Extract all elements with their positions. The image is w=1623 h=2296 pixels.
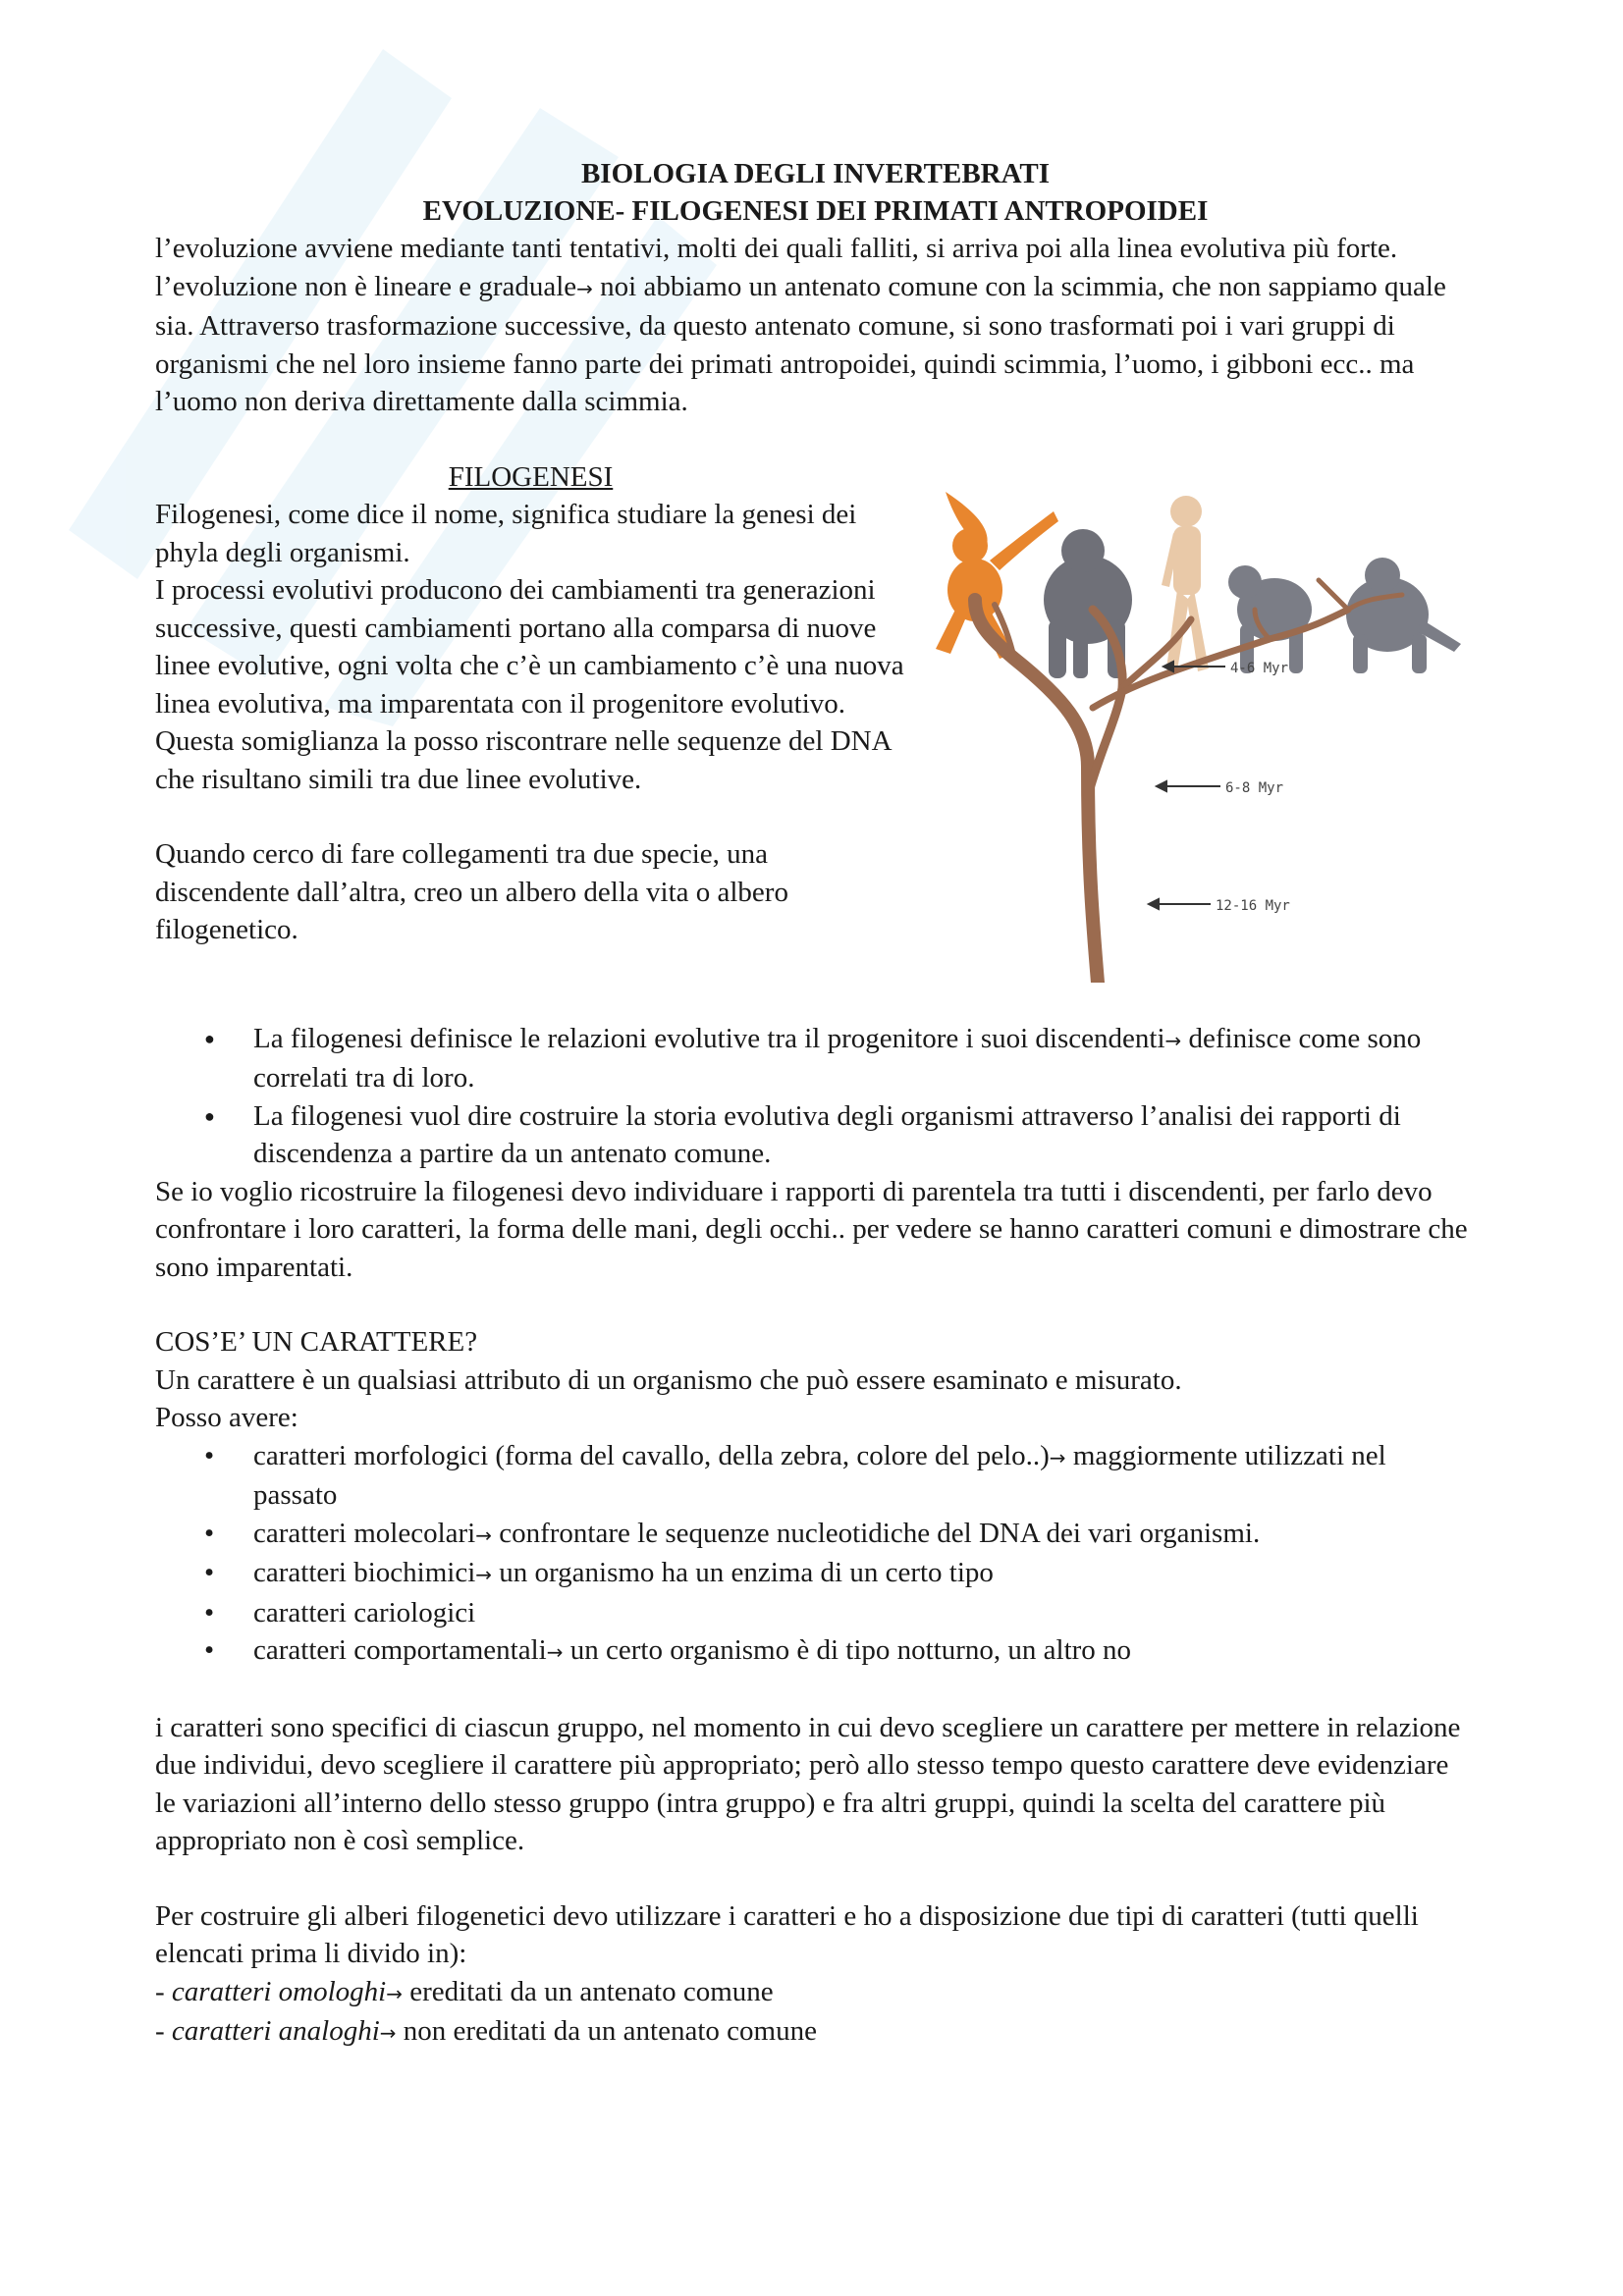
list-item: • caratteri cariologici (204, 1596, 476, 1629)
filogenesi-paragraph-1: Filogenesi, come dice il nome, significa studiare la genesi dei phyla degli organismi. (155, 499, 857, 568)
bonobo-figure (1346, 558, 1461, 673)
arrow-icon: → (576, 276, 593, 300)
intro-paragraph-1: l’evoluzione avviene mediante tanti tentativi, molti dei quali falliti, si arriva poi alla linea evolutiva più forte. (155, 233, 1398, 264)
filogenesi-heading: FILOGENESI (448, 460, 614, 493)
specifici-paragraph: i caratteri sono specifici di ciascun gruppo, nel momento in cui devo scegliere un carattere per mettere in relazione due individui, devo scegliere il carattere più appropriato; però allo stesso tempo questo carattere deve evidenziare le variazioni all’interno dello stesso gruppo (intra gruppo) e fra altri gruppi, quindi la scelta del carattere più appropriato non è così semplice. (155, 1711, 1461, 1856)
list-item: • caratteri comportamentali→ un certo organismo è di tipo notturno, un altro no (204, 1634, 1132, 1666)
filogenesi-paragraph-3: Quando cerco di fare collegamenti tra due specie, una discendente dall’altra, creo un albero della vita o albero filogenetico. (155, 838, 788, 945)
divergence-arrows (1149, 662, 1225, 909)
omologhi-line: - caratteri omologhi→ ereditati da un antenato comune (155, 1975, 774, 2007)
carattere-heading: COS’E’ UN CARATTERE? (155, 1326, 478, 1358)
primate-phylogeny-figure (916, 472, 1476, 983)
list-item: • caratteri molecolari→ confrontare le sequenze nucleotidiche del DNA dei vari organismi. (204, 1517, 1261, 1549)
doc-title-line2: EVOLUZIONE- FILOGENESI DEI PRIMATI ANTROPOIDEI (422, 195, 1209, 227)
doc-title-line1: BIOLOGIA DEGLI INVERTEBRATI (580, 158, 1051, 189)
intro-paragraph-2: l’evoluzione non è lineare e graduale→ noi abbiamo un antenato comune con la scimmia, che non sappiamo quale sia. Attraverso trasformazione successive, da questo antenato comune, si sono trasformati poi i vari gruppi di organismi che nel loro insieme fanno parte dei primati antropoidei, quindi scimmia, l’uomo, i gibboni ecc.. ma l’uomo non deriva direttamente dalla scimmia. (155, 270, 1446, 417)
list-item: • caratteri biochimici→ un organismo ha un enzima di un certo tipo (204, 1557, 994, 1588)
filogenesi-paragraph-2: I processi evolutivi producono dei cambiamenti tra generazioni successive, questi cambiamenti portano alla comparsa di nuove linee evolutive, ogni volta che c’è un cambiamento c’è una nuova linea evolutiva, ma imparentata con il progenitore evolutivo. Questa somiglianza la posso riscontrare nelle sequenze del DNA che risultano simili tra due linee evolutive. (155, 574, 904, 795)
divergence-label-6-8: 6-8 Myr (1225, 779, 1284, 796)
divergence-label-12-16: 12-16 Myr (1216, 897, 1290, 914)
ricostruire-paragraph: Se io voglio ricostruire la filogenesi devo individuare i rapporti di parentela tra tutti i discendenti, per farlo devo confrontare i loro caratteri, la forma delle mani, degli occhi.. per vedere se hanno caratteri comuni e dimostrare che sono imparentati. (155, 1175, 1468, 1283)
filogenesi-bullet-list (155, 1020, 1476, 1173)
list-item: • caratteri morfologici (forma del cavallo, della zebra, colore del pelo..)→ maggiormente utilizzati nel passato (204, 1439, 1386, 1511)
list-item: ● La filogenesi definisce le relazioni evolutive tra il progenitore i suoi discendenti→ definisce come sono correlati tra di loro. (204, 1022, 1422, 1094)
analoghi-line: - caratteri analoghi→ non ereditati da un antenato comune (155, 2015, 817, 2047)
phylogeny-illustration (916, 472, 1476, 983)
posso-avere-label: Posso avere: (155, 1402, 298, 1433)
document-body (155, 155, 1476, 2053)
divergence-label-4-6: 4-6 Myr (1230, 660, 1289, 676)
carattere-definition: Un carattere è un qualsiasi attributo di un organismo che può essere esaminato e misurato. (155, 1363, 1182, 1396)
character-types-list (155, 1437, 1476, 1672)
costruire-paragraph: Per costruire gli alberi filogenetici devo utilizzare i caratteri e ho a disposizione due tipi di caratteri (tutti quelli elencati prima li divido in): (155, 1899, 1419, 1969)
list-item: ● La filogenesi vuol dire costruire la storia evolutiva degli organismi attraverso l’analisi dei rapporti di discendenza a partire da un antenato comune. (204, 1099, 1401, 1169)
chimpanzee-figure (1228, 565, 1312, 673)
phylogenetic-tree (975, 580, 1402, 983)
